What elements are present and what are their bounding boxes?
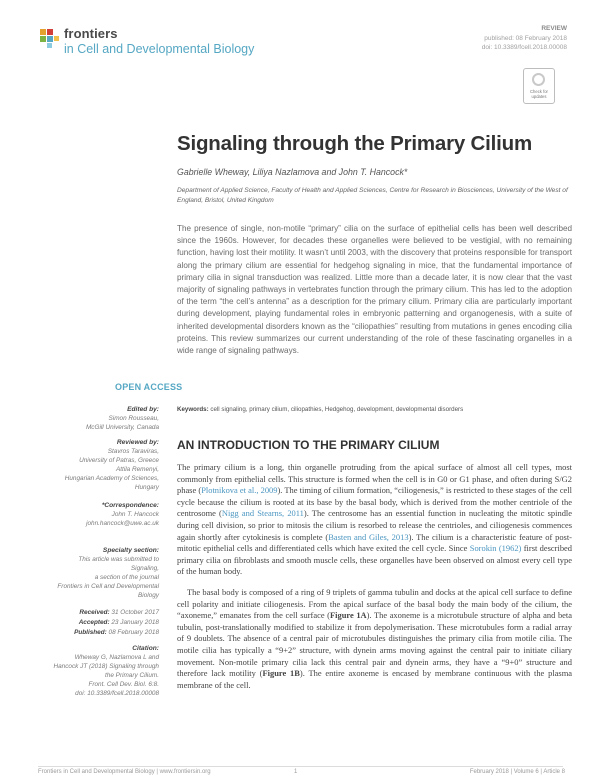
open-access-label: OPEN ACCESS: [115, 382, 183, 392]
reviewer-line: Hungarian Academy of Sciences,: [64, 475, 159, 483]
footer-issue: February 2018 | Volume 6 | Article 8: [469, 769, 565, 775]
keywords-list: cell signaling, primary cilium, ciliopathies, Hedgehog, development, developmental disorders: [210, 406, 464, 413]
body-paragraph-1: [177, 462, 572, 578]
correspondence-name: John T. Hancock: [111, 511, 159, 519]
citation-line: the Primary Cilium.: [105, 672, 159, 680]
keywords: [177, 406, 572, 413]
frontiers-logo-icon: [38, 27, 60, 53]
specialty-line: Signaling,: [130, 565, 159, 573]
body-text: The basal body is composed of a ring of 9 triplets of gamma tubulin and docks at the apical cell surface to define cell polarity and initiate ciliogenesis. From the apical surface of the basal body the main body of the cilium, the “axoneme,” emanates from the cell surface (: [177, 587, 572, 621]
citation-link[interactable]: Sorokin (1962): [469, 543, 522, 554]
journal-name: in Cell and Developmental Biology: [64, 42, 255, 56]
citation-line: Wheway G, Nazlamova L and: [74, 654, 159, 662]
citation-line: Hancock JT (2018) Signaling through: [53, 663, 159, 671]
journal-brand: frontiers: [64, 26, 118, 41]
accepted-date: 23 January 2018: [111, 619, 159, 626]
abstract: The presence of single, non-motile “primary” cilia on the surface of epithelial cells has been well described since the 1960s. However, for decades these organelles were believed to be vestigial, with no remaining function, having lost their motility. It wasn’t until 2003, with the discovery that proteins responsible for transport along the primary cilium are essential for hedgehog signaling in mice, that the fundamental importance of primary cilia in signal transduction was realized. Little more than a decade later, it is now clear that the vast majority of signaling pathways in vertebrates function through the primary cilium. This has led to the adoption of the term “the cell’s antenna” as a description for the primary cilium. Primary cilia are particularly important during development, playing fundamental roles in embryonic patterning and organogenesis, with a suite of inherited developmental disorders known as the “ciliopathies” resulting from mutations in genes encoding cilia proteins. This review summarizes our current understanding of the role of these fascinating organelles in a wide range of signaling pathways.: [177, 224, 572, 356]
body-text: ). The timing of cilium formation, “ciliogenesis,” is restricted to these stages of the cell cycle because the cilium is rooted at its base by the basal body, which is derived from the mother centriole of the centrosome (: [177, 485, 572, 519]
correspondence: [86, 501, 159, 528]
accepted-label: Accepted:: [78, 619, 110, 626]
reviewer-line: Hungary: [134, 484, 159, 492]
article-title: Signaling through the Primary Cilium: [177, 132, 532, 155]
editor-name: Simon Rousseau,: [108, 415, 159, 423]
citation-line: Front. Cell Dev. Biol. 6:8.: [88, 681, 159, 689]
page-number: 1: [294, 769, 298, 775]
published-row: [74, 628, 159, 638]
specialty-line: a section of the journal: [94, 574, 159, 582]
body-text: ). The centrosome has an essential function in nucleating the mitotic spindle during cell division, so prior to mitosis the cilium is resorbed to release the centrioles, and ciliogenesis commences again shortly after cytokinesis is complete (: [177, 508, 573, 542]
citation: [53, 644, 159, 699]
reviewed-by: [65, 438, 159, 493]
citation-link[interactable]: Nigg and Stearns, 2011: [221, 508, 304, 519]
body-paragraph-2: [177, 587, 572, 691]
section-heading: AN INTRODUCTION TO THE PRIMARY CILIUM: [177, 438, 440, 452]
reviewer-line: Stavros Taraviras,: [107, 448, 159, 456]
published-date-side: 08 February 2018: [108, 629, 159, 636]
received-date: 31 October 2017: [111, 609, 159, 616]
specialty-label: Specialty section:: [102, 547, 159, 554]
published-label: Published:: [74, 629, 107, 636]
affiliation: Department of Applied Science, Faculty of Health and Applied Sciences, Centre for Research in Biosciences, University of the West of England, Bristol, United Kingdom: [177, 187, 568, 204]
article-meta: [482, 24, 567, 53]
figure-link[interactable]: Figure 1A: [330, 610, 367, 621]
doi-link[interactable]: doi: 10.3389/fcell.2018.00008: [481, 44, 567, 51]
body-text: ). The cilium is a characteristic feature of post-mitotic epithelial cells and differentiated cells which have exited the cell cycle. Since: [177, 531, 572, 554]
editor-affiliation: McGill University, Canada: [85, 424, 159, 432]
body-text: The primary cilium is a long, thin organelle protruding from the apical surface of almost all cell types, most commonly from epithelial cells. This structure is formed when the cell is in G0 or G1 phase, and often during S/G2 phase (: [177, 462, 572, 496]
citation-label: Citation:: [132, 645, 159, 652]
accepted-row: [74, 618, 159, 628]
keywords-label: Keywords:: [177, 406, 209, 413]
specialty-line: This article was submitted to: [78, 556, 159, 564]
reviewer-line: Attila Remenyi,: [116, 466, 159, 474]
edited-by-label: Edited by:: [127, 406, 159, 413]
received-label: Received:: [79, 609, 110, 616]
author-list: Gabrielle Wheway, Liliya Nazlamova and John T. Hancock*: [177, 167, 408, 177]
article-dates: [74, 608, 159, 638]
specialty-line: Biology: [138, 592, 159, 600]
footer-journal[interactable]: Frontiers in Cell and Developmental Biology | www.frontiersin.org: [38, 769, 211, 775]
citation-link[interactable]: Basten and Giles, 2013: [328, 531, 409, 542]
article-type: REVIEW: [541, 25, 567, 32]
citation-link[interactable]: Plotnikova et al., 2009: [201, 485, 278, 496]
check-updates-line1: Check for: [530, 89, 548, 94]
received-row: [74, 608, 159, 618]
reviewed-by-label: Reviewed by:: [116, 439, 159, 446]
body-text: first described primary cilia on fibroblasts and smooth muscle cells, these organelles have been observed on almost every cell type of the human body.: [177, 543, 573, 577]
check-for-updates-button[interactable]: [523, 68, 555, 104]
correspondence-label: *Correspondence:: [101, 502, 159, 509]
published-date: published: 08 February 2018: [484, 34, 567, 42]
body-text: ). The axoneme is a microtubule structure of alpha and beta tubulin, post-translationally modified to stabilize it from depolymerisation. These microtubules form a radial array of 9 doublets. The absence of a central pair of microtubules distinguishes the primary cilia from motile cilia. The motile cilia has typically a “9+2” structure, with dynein arms moving against the central pair to initiate ciliary movement. Non-motile primary cilia lack this central pair and dynein arms, they have a “9+0” structure and therefore lack motility (: [177, 610, 572, 679]
correspondence-email[interactable]: john.hancock@uwe.ac.uk: [86, 520, 159, 528]
check-updates-line2: updates: [531, 94, 547, 99]
reviewer-line: University of Patras, Greece: [79, 457, 159, 465]
figure-link[interactable]: Figure 1B: [262, 668, 300, 679]
edited-by: [86, 405, 159, 432]
body-text: ). The entire axoneme is encased by membrane continuous with the plasma membrane of the cell.: [177, 668, 573, 690]
specialty-section: [57, 546, 159, 601]
check-updates-icon: [532, 73, 545, 86]
specialty-line: Frontiers in Cell and Developmental: [57, 583, 159, 591]
footer-divider: [38, 766, 563, 767]
citation-doi[interactable]: doi: 10.3389/fcell.2018.00008: [75, 690, 159, 698]
